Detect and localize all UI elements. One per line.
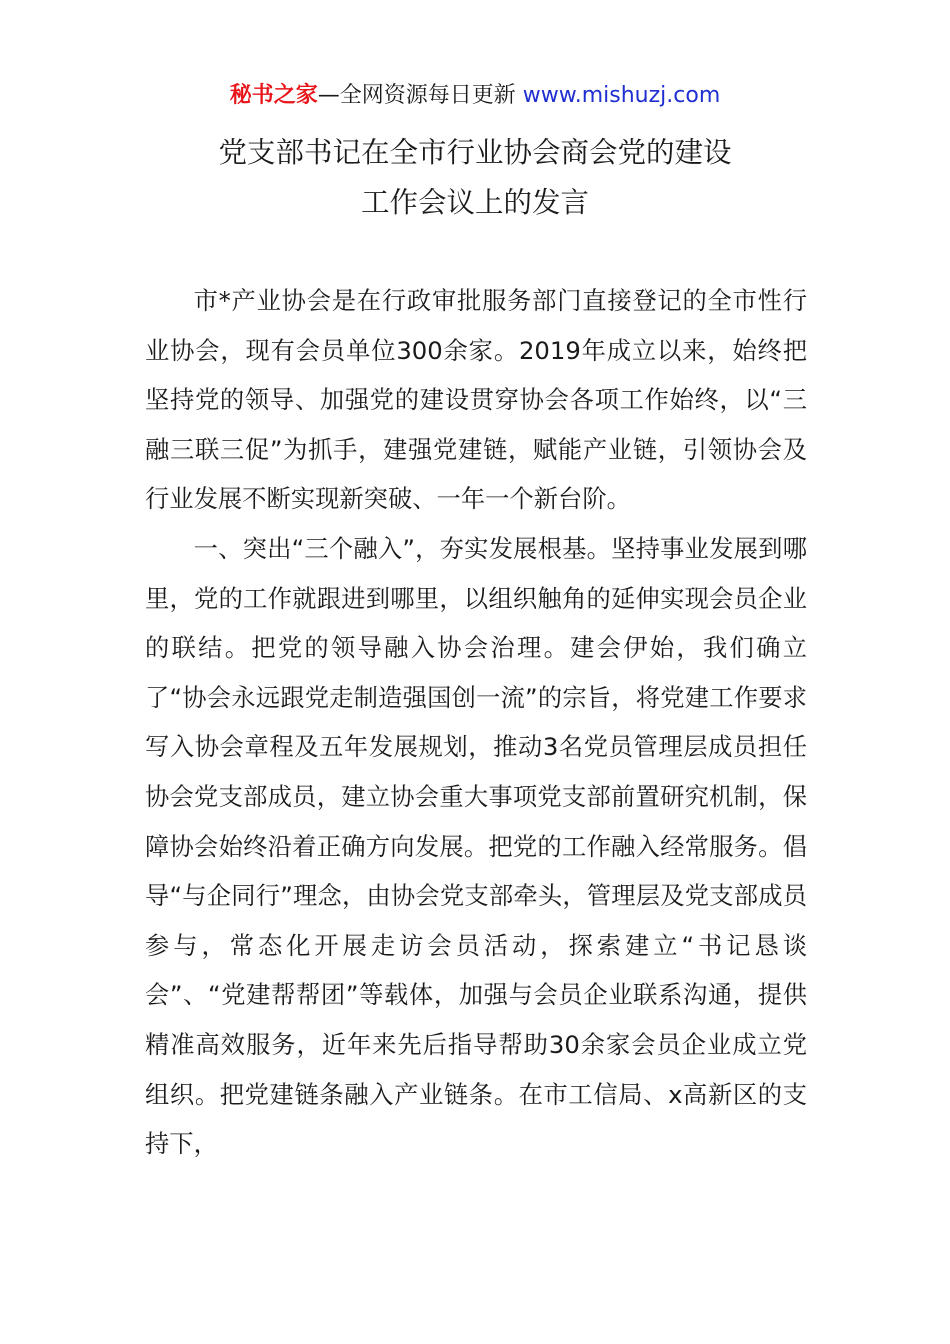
document-title-line-1: 党支部书记在全市行业协会商会党的建设: [218, 136, 732, 169]
document-title: [0, 128, 950, 228]
site-slogan: —全网资源每日更新: [317, 83, 523, 108]
paragraph-section-one: 一、突出“三个融入”，夯实发展根基。坚持事业发展到哪里，党的工作就跟进到哪里，以组织触角的延伸实现会员企业的联结。把党的领导融入协会治理。建会伊始，我们确立了“协会永远跟党走制造强国创一流”的宗旨，将党建工作要求写入协会章程及五年发展规划，推动3名党员管理层成员担任协会党支部成员，建立协会重大事项党支部前置研究机制，保障协会始终沿着正确方向发展。把党的工作融入经常服务。倡导“与企同行”理念，由协会党支部牵头，管理层及党支部成员参与，常态化开展走访会员活动，探索建立“书记恳谈会”、“党建帮帮团”等载体，加强与会员企业联系沟通，提供精准高效服务，近年来先后指导帮助30余家会员企业成立党组织。把党建链条融入产业链条。在市工信局、x高新区的支持下，: [145, 533, 807, 1159]
site-url-link[interactable]: www.mishuzj.com: [522, 83, 721, 108]
site-header: [0, 80, 950, 112]
paragraph-intro: 市*产业协会是在行政审批服务部门直接登记的全市性行业协会，现有会员单位300余家。2019年成立以来，始终把坚持党的领导、加强党的建设贯穿协会各项工作始终，以“三融三联三促”为抓手，建强党建链，赋能产业链，引领协会及行业发展不断实现新突破、一年一个新台阶。: [145, 286, 807, 514]
document-title-line-2: 工作会议上的发言: [360, 186, 589, 219]
document-body: [145, 276, 807, 1169]
site-brand: 秘书之家: [229, 83, 318, 108]
